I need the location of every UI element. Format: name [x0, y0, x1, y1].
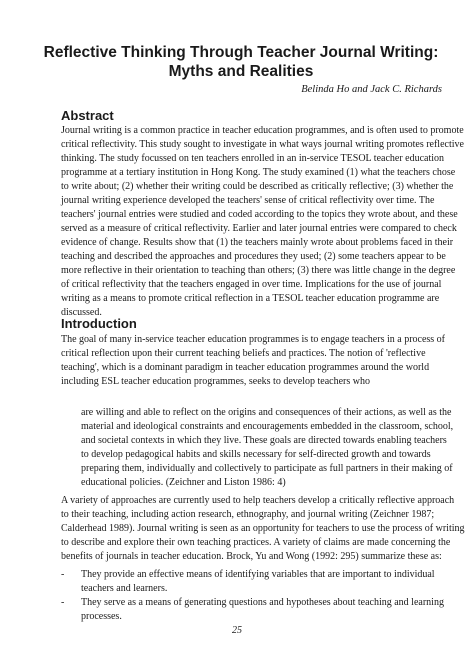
quote-line: educational policies. (Zeichner and Liston 1986: 4): [81, 477, 286, 488]
bullet-item: [81, 596, 444, 624]
abstract-line: critical reflectivity. This study sought to investigate in what ways journal writing promotes reflective: [61, 139, 464, 150]
abstract-line: more reflective in their orientation to teaching than others; (3) there was little change in the degree: [61, 265, 456, 276]
block-quote: [81, 406, 454, 490]
body-line: to their teaching, including action research, ethnography, and journal writing (Zeichner 1987;: [61, 509, 435, 520]
bullet-line: processes.: [81, 611, 122, 622]
title-line-1: Reflective Thinking Through Teacher Journal Writing:: [43, 44, 439, 61]
authors: Belinda Ho and Jack C. Richards: [301, 84, 442, 95]
body-line: to describe and explore their own teaching practices. A variety of claims are made concerning the: [61, 537, 451, 548]
introduction-paragraph-2: [61, 494, 465, 564]
abstract-line: teaching and described the approaches and procedures they used; (2) some teachers appear to be: [61, 251, 446, 262]
body-line: benefits of journals in teacher education. Brock, Yu and Wong (1992: 295) summarize these as:: [61, 551, 442, 562]
quote-line: and societal contexts in which they live. These goals are directed towards enabling teachers: [81, 435, 447, 446]
introduction-paragraph-1: [61, 333, 446, 389]
abstract-line: served as a measure of critical reflectivity. Earlier and later journal entries were compared to check: [61, 223, 457, 234]
bullet-marker: -: [61, 569, 65, 580]
quote-line: material and ideological constraints and encouragements embedded in the classroom, school,: [81, 421, 454, 432]
quote-line: preparing them, individually and collectively to participate as full partners in their making of: [81, 463, 453, 474]
bullet-line: They provide an effective means of identifying variables that are important to individual: [81, 569, 435, 580]
bullet-marker: -: [61, 597, 65, 608]
page-number: 25: [232, 625, 242, 636]
bullet-line: teachers and learners.: [81, 583, 168, 594]
abstract-line: discussed.: [61, 307, 102, 318]
title-line-2: Myths and Realities: [168, 63, 314, 80]
quote-line: to develop pedagogical habits and skills necessary for self-directed growth and towards: [81, 449, 431, 460]
abstract-line: writing as a means to promote critical reflection in a TESOL teacher education programme are: [61, 293, 440, 304]
paper-title: [40, 43, 442, 81]
body-line: The goal of many in-service teacher education programmes is to engage teachers in a process of: [61, 334, 446, 345]
abstract-line: of critical reflectivity that the teachers engaged in over time. Implications for the use of journal: [61, 279, 442, 290]
body-line: teaching', which is a dominant paradigm in teacher education programmes around the world: [61, 362, 430, 373]
introduction-heading: Introduction: [61, 316, 137, 331]
bullet-line: They serve as a means of generating questions and hypotheses about teaching and learning: [81, 597, 444, 608]
bullet-item: [81, 568, 435, 596]
abstract-line: to write about; (2) whether their writing could be described as critically reflective; (3) whether the: [61, 181, 454, 192]
abstract-line: evidence of change. Results show that (1) the teachers mainly wrote about problems faced in their: [61, 237, 454, 248]
abstract-line: thinking. The study focussed on ten teachers enrolled in an in-service TESOL teacher education: [61, 153, 445, 164]
body-line: including ESL teacher education programmes, seeks to develop teachers who: [61, 376, 370, 387]
quote-line: are willing and able to reflect on the origins and consequences of their actions, as well as the: [81, 407, 452, 418]
abstract-body: [61, 124, 464, 320]
body-line: Calderhead 1989). Journal writing is seen as an opportunity for teachers to use the process of writing: [61, 523, 465, 534]
abstract-line: Journal writing is a common practice in teacher education programmes, and is often used to promote: [61, 125, 464, 136]
body-line: A variety of approaches are currently used to help teachers develop a critically reflective approach: [61, 495, 455, 506]
abstract-line: journal writing experience developed the teachers' sense of critical reflectivity over time. The: [61, 195, 435, 206]
abstract-line: teachers' journal entries were studied and coded according to the topics they wrote about, and these: [61, 209, 458, 220]
abstract-heading: Abstract: [61, 108, 114, 123]
abstract-line: programme at a tertiary institution in Hong Kong. The study examined (1) what the teachers chose: [61, 167, 456, 178]
body-line: critical reflection upon their current teaching beliefs and practices. The notion of 'reflective: [61, 348, 426, 359]
